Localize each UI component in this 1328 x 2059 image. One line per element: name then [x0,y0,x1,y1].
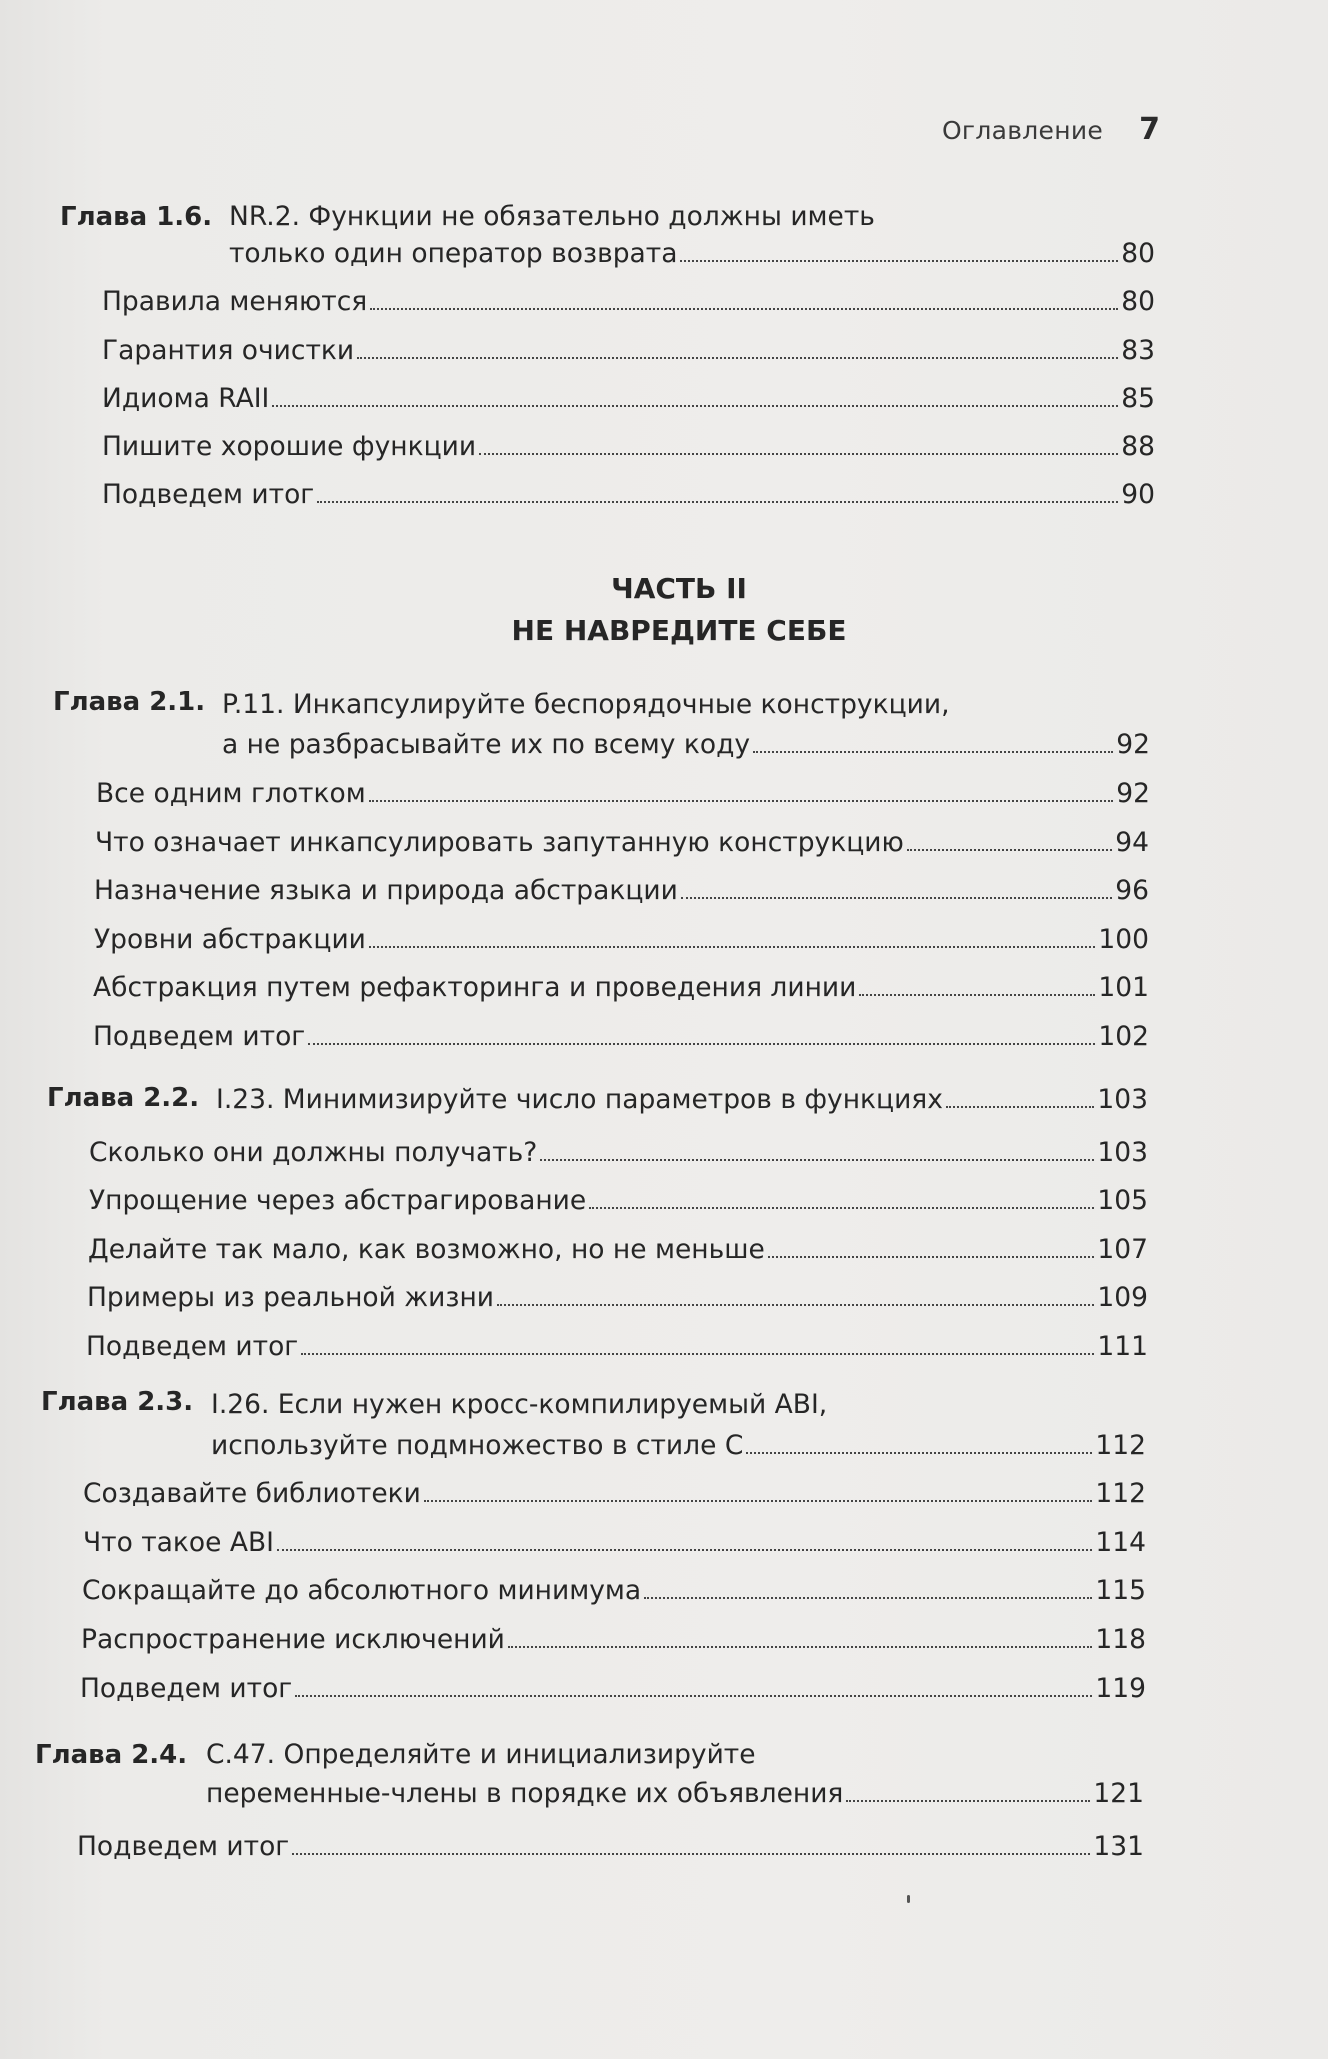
toc-entry [102,430,1155,464]
page-ref: 112 [1095,1478,1146,1509]
entry-title: Создавайте библиотеки [83,1478,421,1509]
page-ref: 90 [1121,479,1155,510]
toc-entry [89,1184,1148,1218]
dot-leader [540,1158,1094,1161]
toc-entry [96,777,1150,811]
dot-leader [424,1499,1093,1502]
dot-leader [292,1852,1090,1855]
chapter-title-line2: а не разбрасывайте их по всему коду [222,729,751,760]
dot-leader [644,1596,1092,1599]
chapter-title-line1: C.47. Определяйте и инициализируйте [206,1739,756,1770]
entry-title: Все одним глотком [96,778,366,809]
dot-leader [357,356,1118,359]
entry-title: Упрощение через абстрагирование [89,1185,587,1216]
chapter-label: Глава 2.1. [53,687,206,717]
entry-title: Сокращайте до абсолютного минимума [82,1575,642,1606]
page-ref: 92 [1116,729,1150,760]
entry-title: Уровни абстракции [94,924,366,955]
toc-entry [94,874,1149,908]
toc-entry [77,1830,1144,1864]
page-ref: 131 [1093,1831,1144,1862]
chapter-title-line2: переменные-члены в порядке их объявления [206,1778,844,1809]
page-ref: 107 [1097,1234,1148,1265]
entry-title: Идиома RAII [102,383,270,414]
page-ref: 88 [1121,431,1155,462]
chapter-title-line1: NR.2. Функции не обязательно должны иметь [229,201,875,232]
page-ref: 103 [1097,1084,1148,1115]
part-title: НЕ НАВРЕДИТЕ СЕБЕ [511,614,847,647]
toc-entry [86,1330,1148,1364]
page-ref: 96 [1115,875,1149,906]
dot-leader [317,500,1118,503]
page-ref: 83 [1121,335,1155,366]
dot-leader [946,1105,1094,1108]
part-number: ЧАСТЬ II [611,572,747,605]
entry-title: Распространение исключений [81,1624,505,1655]
page-ref: 100 [1098,924,1149,955]
dot-leader [295,1694,1092,1697]
ink-speck [907,1895,910,1903]
page-ref: 92 [1116,778,1150,809]
toc-entry [89,1136,1148,1170]
entry-title: Что такое ABI [83,1527,274,1558]
toc-entry [102,334,1155,368]
dot-leader [308,1042,1095,1045]
toc-entry [93,1020,1149,1054]
page-ref: 80 [1121,286,1155,317]
dot-leader [369,799,1114,802]
dot-leader [370,307,1118,310]
dot-leader [859,993,1095,996]
chapter-title-entry [211,1429,1146,1463]
dot-leader [746,1451,1092,1454]
page-ref: 115 [1095,1575,1146,1606]
dot-leader [301,1352,1094,1355]
toc-entry [83,1526,1146,1560]
toc-entry [95,826,1149,860]
dot-leader [681,896,1112,899]
dot-leader [369,945,1095,948]
page-ref: 111 [1097,1331,1148,1362]
entry-title: Подведем итог [102,479,315,510]
page-ref: 105 [1097,1185,1148,1216]
toc-entry [93,971,1149,1005]
page-ref: 119 [1095,1673,1146,1704]
toc-entry [88,1233,1148,1267]
dot-leader [277,1548,1092,1551]
chapter-title-entry [222,728,1150,762]
toc-entry [102,285,1155,319]
entry-title: Правила меняются [102,286,368,317]
running-header [942,112,1160,147]
dot-leader [753,750,1113,753]
entry-title: Делайте так мало, как возможно, но не меньше [88,1234,765,1265]
dot-leader [768,1255,1095,1258]
entry-title: Подведем итог [93,1021,306,1052]
toc-entry [102,382,1155,416]
chapter-label: Глава 2.3. [41,1387,194,1417]
chapter-title-line2: используйте подмножество в стиле C [211,1430,744,1461]
entry-title: Подведем итог [86,1331,299,1362]
page-ref: 103 [1097,1137,1148,1168]
chapter-title-line2: только один оператор возврата [229,238,678,269]
entry-title: Гарантия очистки [102,335,355,366]
header-title: Оглавление [941,116,1104,145]
page-ref: 121 [1093,1778,1144,1809]
page-ref: 80 [1121,238,1155,269]
entry-title: Сколько они должны получать? [89,1137,538,1168]
page-ref: 114 [1095,1527,1146,1558]
dot-leader [907,848,1112,851]
page-ref: 109 [1097,1282,1148,1313]
page-number: 7 [1139,112,1160,147]
toc-entry [81,1623,1146,1657]
dot-leader [508,1645,1093,1648]
toc-entry [102,478,1155,512]
toc-entry [94,923,1149,957]
chapter-title-entry [216,1083,1148,1117]
entry-title: Пишите хорошие функции [102,431,477,462]
page-ref: 101 [1098,972,1149,1003]
entry-title: Подведем итог [77,1831,290,1862]
entry-title: Назначение языка и природа абстракции [94,875,678,906]
toc-entry [83,1477,1146,1511]
dot-leader [589,1206,1094,1209]
chapter-title-entry [229,237,1155,271]
toc-entry [82,1574,1146,1608]
toc-entry [87,1281,1148,1315]
chapter-title-line1: I.26. Если нужен кросс-компилируемый ABI, [211,1389,828,1420]
entry-title: Абстракция путем рефакторинга и проведения линии [93,972,857,1003]
page-ref: 112 [1095,1430,1146,1461]
chapter-title-line1: I.23. Минимизируйте число параметров в функциях [216,1084,943,1115]
page-ref: 85 [1121,383,1155,414]
chapter-title-line1: P.11. Инкапсулируйте беспорядочные конструкции, [222,689,950,720]
dot-leader [479,452,1118,455]
chapter-title-entry [206,1777,1144,1811]
chapter-label: Глава 1.6. [60,202,213,232]
chapter-label: Глава 2.2. [47,1083,200,1113]
dot-leader [680,259,1118,262]
page-ref: 102 [1098,1021,1149,1052]
entry-title: Подведем итог [80,1673,293,1704]
page-ref: 94 [1115,827,1149,858]
dot-leader [272,404,1118,407]
dot-leader [497,1303,1094,1306]
entry-title: Что означает инкапсулировать запутанную конструкцию [95,827,904,858]
toc-entry [80,1672,1146,1706]
page-ref: 118 [1095,1624,1146,1655]
dot-leader [846,1799,1090,1802]
chapter-label: Глава 2.4. [35,1740,188,1770]
entry-title: Примеры из реальной жизни [87,1282,495,1313]
